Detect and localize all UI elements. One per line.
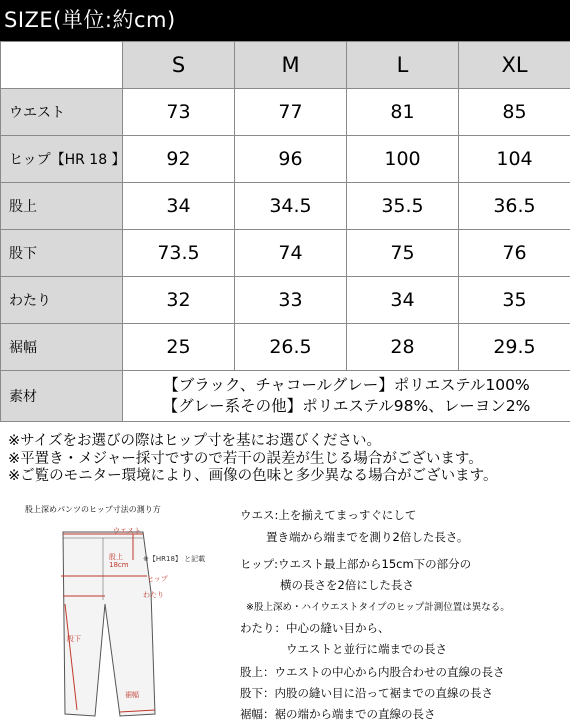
size-header-xl: XL xyxy=(459,42,570,89)
cell-value: 81 xyxy=(347,89,459,136)
cell-value: 35.5 xyxy=(347,183,459,230)
note-line: ※サイズをお選びの際はヒップ寸を基にお選びください。 xyxy=(8,433,382,449)
hr-note-label: ※【HR18】 と記載 xyxy=(143,555,206,563)
table-row xyxy=(1,183,570,230)
cell-value: 34 xyxy=(123,183,235,230)
note-line: ※ご覧のモニター環境により、画像の色味と多少異なる場合がございます。 xyxy=(8,468,498,484)
cell-value: 76 xyxy=(459,230,570,277)
row-label: 裾幅 xyxy=(1,324,123,371)
table-row xyxy=(1,136,570,183)
rise-cm-label: 18cm xyxy=(109,561,129,569)
cell-value: 74 xyxy=(235,230,347,277)
definition-line: 股上：ウエストの中心から内股合わせの直線の長さ xyxy=(240,665,505,679)
cell-value: 34.5 xyxy=(235,183,347,230)
definition-line: ※股上深め・ハイウエストタイプのヒップ計測位置は異なる。 xyxy=(246,602,510,613)
definition-line: 置き端から端までを測り2倍した長さ。 xyxy=(266,530,469,544)
cell-value: 32 xyxy=(123,277,235,324)
table-row xyxy=(1,324,570,371)
cell-value: 85 xyxy=(459,89,570,136)
cell-value: 25 xyxy=(123,324,235,371)
material-label: 素材 xyxy=(1,371,123,422)
row-label: 股下 xyxy=(1,230,123,277)
pants-illustration xyxy=(25,504,230,720)
size-table xyxy=(0,41,570,422)
material-line: 【グレー系その他】ポリエステル98%、レーヨン2% xyxy=(162,397,531,415)
cell-value: 104 xyxy=(459,136,570,183)
cell-value: 28 xyxy=(347,324,459,371)
corner-cell xyxy=(1,42,123,89)
row-label: わたり xyxy=(1,277,123,324)
cell-value: 77 xyxy=(235,89,347,136)
cell-value: 26.5 xyxy=(235,324,347,371)
size-header-m: M xyxy=(235,42,347,89)
row-label: ヒップ【HR 18 】 xyxy=(1,136,123,183)
hip-label: ヒップ xyxy=(147,575,168,583)
notes xyxy=(8,433,498,486)
row-label: ウエスト xyxy=(1,89,123,136)
size-header-l: L xyxy=(347,42,459,89)
cell-value: 73 xyxy=(123,89,235,136)
hem-label: 裾幅 xyxy=(125,691,139,699)
size-header-s: S xyxy=(123,42,235,89)
definition-line: 裾幅：裾の端から端までの直線の長さ xyxy=(240,707,436,720)
cell-value: 96 xyxy=(235,136,347,183)
definition-line: ウエス:上を揃えてまっすぐにして xyxy=(240,508,417,522)
note-line: ※平置き・メジャー採寸ですので若干の誤差が生じる場合がございます。 xyxy=(8,450,483,467)
cell-value: 75 xyxy=(347,230,459,277)
size-header-row xyxy=(1,42,570,89)
cell-value: 33 xyxy=(235,277,347,324)
cell-value: 100 xyxy=(347,136,459,183)
table-row xyxy=(1,277,570,324)
size-chart-title: SIZE(単位:約cm) xyxy=(0,0,570,41)
definition-line: わたり：中心の縫い目から、 xyxy=(240,621,390,635)
table-row xyxy=(1,89,570,136)
definition-line: 股下：内股の縫い目に沿って裾までの直線の長さ xyxy=(240,686,493,700)
material-line: 【ブラック、チャコールグレー】ポリエステル100% xyxy=(163,376,530,394)
waist-label: ウエスト xyxy=(113,527,141,535)
cell-value: 36.5 xyxy=(459,183,570,230)
cell-value: 92 xyxy=(123,136,235,183)
table-row xyxy=(1,230,570,277)
material-cell xyxy=(123,371,570,422)
cell-value: 34 xyxy=(347,277,459,324)
cell-value: 29.5 xyxy=(459,324,570,371)
thigh-label: わたり xyxy=(143,591,164,599)
definition-line: ウエストと並行に端までの長さ xyxy=(286,642,447,656)
cell-value: 35 xyxy=(459,277,570,324)
definition-line: ヒップ:ウエスト最上部から15cm下の部分の xyxy=(240,557,472,571)
pants-diagram xyxy=(25,504,230,720)
material-row xyxy=(1,371,570,422)
definition-line: 横の長さを2倍にした長さ xyxy=(280,578,414,592)
diagram-title: 股上深めパンツのヒップ寸法の測り方 xyxy=(25,505,161,514)
inseam-label: 股下 xyxy=(67,635,81,643)
cell-value: 73.5 xyxy=(123,230,235,277)
row-label: 股上 xyxy=(1,183,123,230)
rise-label: 股上 xyxy=(109,553,123,561)
